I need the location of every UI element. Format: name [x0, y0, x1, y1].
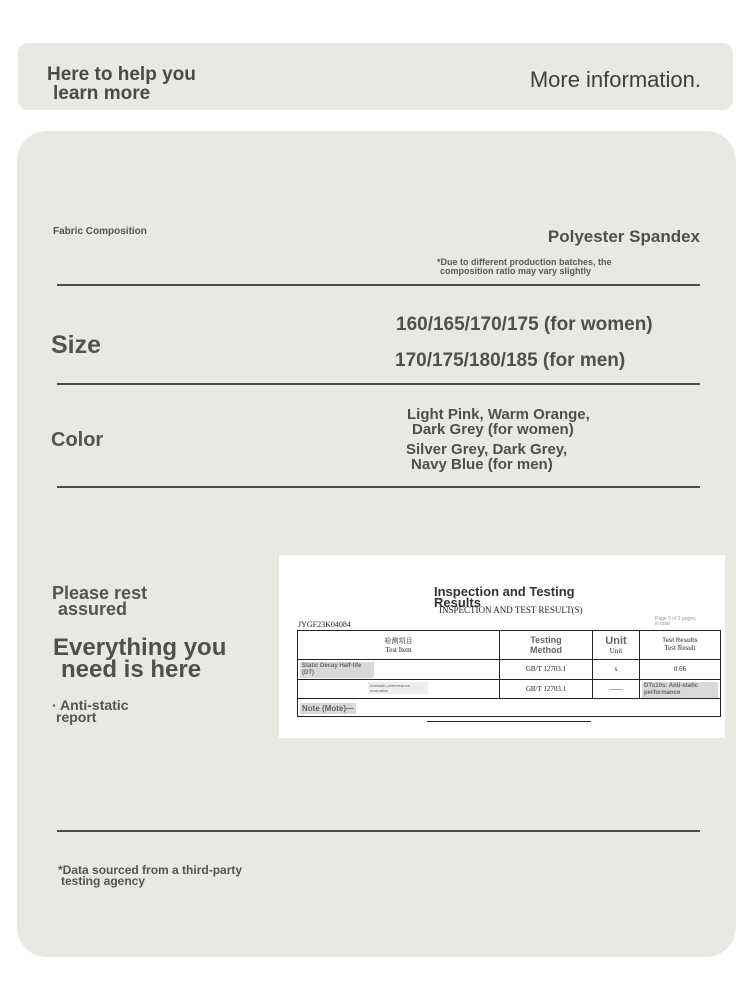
size-women: 160/165/170/175 (for women) — [396, 314, 653, 335]
footnote-line-1: *Data sourced from a third-party — [58, 863, 243, 877]
anti-static-bullet — [52, 699, 128, 723]
row1-item-text: Static Decay Half-life (DT) — [300, 662, 374, 678]
spec-card — [17, 131, 736, 957]
fabric-value: Polyester Spandex — [547, 227, 700, 246]
bullet-line-1: · Anti-static — [52, 697, 129, 713]
header-cell-result — [640, 631, 721, 660]
row2-result-text: DT≤10s: Anti-static performance — [642, 682, 718, 698]
help-line-2: learn more — [53, 83, 151, 104]
row2-item — [298, 679, 500, 698]
report-page-line-2: in total — [655, 621, 670, 627]
color-men-line-2: Navy Blue (for men) — [411, 456, 553, 473]
table-header-row — [298, 631, 721, 660]
table-row — [298, 698, 721, 716]
report-subtitle: INSPECTION AND TEST RESULT(S) — [439, 605, 583, 615]
header-unit-label: Unit — [605, 635, 627, 648]
color-men — [406, 442, 567, 472]
note-row — [298, 698, 721, 716]
header-result-label: Test Results — [662, 638, 698, 645]
row1-item — [298, 660, 500, 679]
color-men-line-1: Silver Grey, Dark Grey, — [406, 441, 568, 458]
assurance-headline-1: Everything you — [53, 634, 227, 661]
header-method-label-2: Method — [530, 645, 562, 656]
header-cell-unit — [593, 631, 640, 660]
fabric-note-line-1: *Due to different production batches, the — [437, 257, 612, 267]
header-cell-item — [298, 631, 500, 660]
row2-item-text: Antistatic performance evaluation — [368, 682, 428, 694]
header-item-cn: 检测项目 — [384, 637, 413, 646]
divider — [57, 383, 700, 385]
report-table — [297, 630, 721, 717]
size-men: 170/175/180/185 (for men) — [395, 350, 626, 371]
divider — [57, 830, 700, 832]
divider — [57, 284, 700, 286]
header-method-label: Testing — [530, 635, 562, 646]
header-unit-en: Unit — [609, 647, 623, 656]
footnote-line-2: testing agency — [61, 874, 146, 888]
size-label: Size — [51, 331, 102, 359]
color-women — [407, 407, 590, 437]
row2-unit: —— — [593, 679, 640, 698]
assurance-headline-2: need is here — [61, 656, 202, 683]
help-text — [47, 65, 196, 103]
report-page-line-1: Page 2 of 2 pages — [655, 616, 696, 622]
more-information-link[interactable]: More information. — [529, 67, 701, 92]
report-title-line-2: Results — [434, 595, 481, 610]
header-result-en: Test Result — [664, 644, 696, 653]
signature-line — [427, 721, 591, 722]
row1-unit: s — [593, 660, 640, 679]
color-women-line-2: Dark Grey (for women) — [412, 421, 574, 438]
color-label: Color — [51, 429, 104, 451]
row1-result: 0.66 — [640, 660, 721, 679]
report-code: JYGF23K04084 — [298, 620, 351, 629]
assurance-headline — [53, 634, 227, 683]
note-text: Note (Mote)— — [302, 703, 354, 713]
header-cell-method — [500, 631, 593, 660]
report-title-line-1: Inspection and Testing — [434, 584, 575, 599]
test-report-image — [279, 555, 725, 738]
divider — [57, 486, 700, 488]
table-row — [298, 679, 721, 698]
fabric-note — [437, 258, 612, 276]
help-line-1: Here to help you — [47, 64, 196, 85]
assurance-text — [52, 585, 147, 617]
row2-result — [640, 679, 721, 698]
assurance-line-2: assured — [58, 599, 128, 619]
row2-method: GB/T 12703.1 — [500, 679, 593, 698]
color-women-line-1: Light Pink, Warm Orange, — [407, 406, 590, 423]
row1-method: GB/T 12703.1 — [500, 660, 593, 679]
header-item-en: Test Item — [385, 646, 412, 655]
report-page — [655, 617, 696, 627]
top-banner — [18, 43, 733, 110]
data-source-footnote — [58, 865, 242, 887]
fabric-note-line-2: composition ratio may vary slightly — [440, 266, 592, 276]
bullet-line-2: report — [56, 709, 97, 725]
table-row — [298, 660, 721, 679]
fabric-label: Fabric Composition — [53, 226, 147, 237]
assurance-line-1: Please rest — [52, 583, 148, 603]
